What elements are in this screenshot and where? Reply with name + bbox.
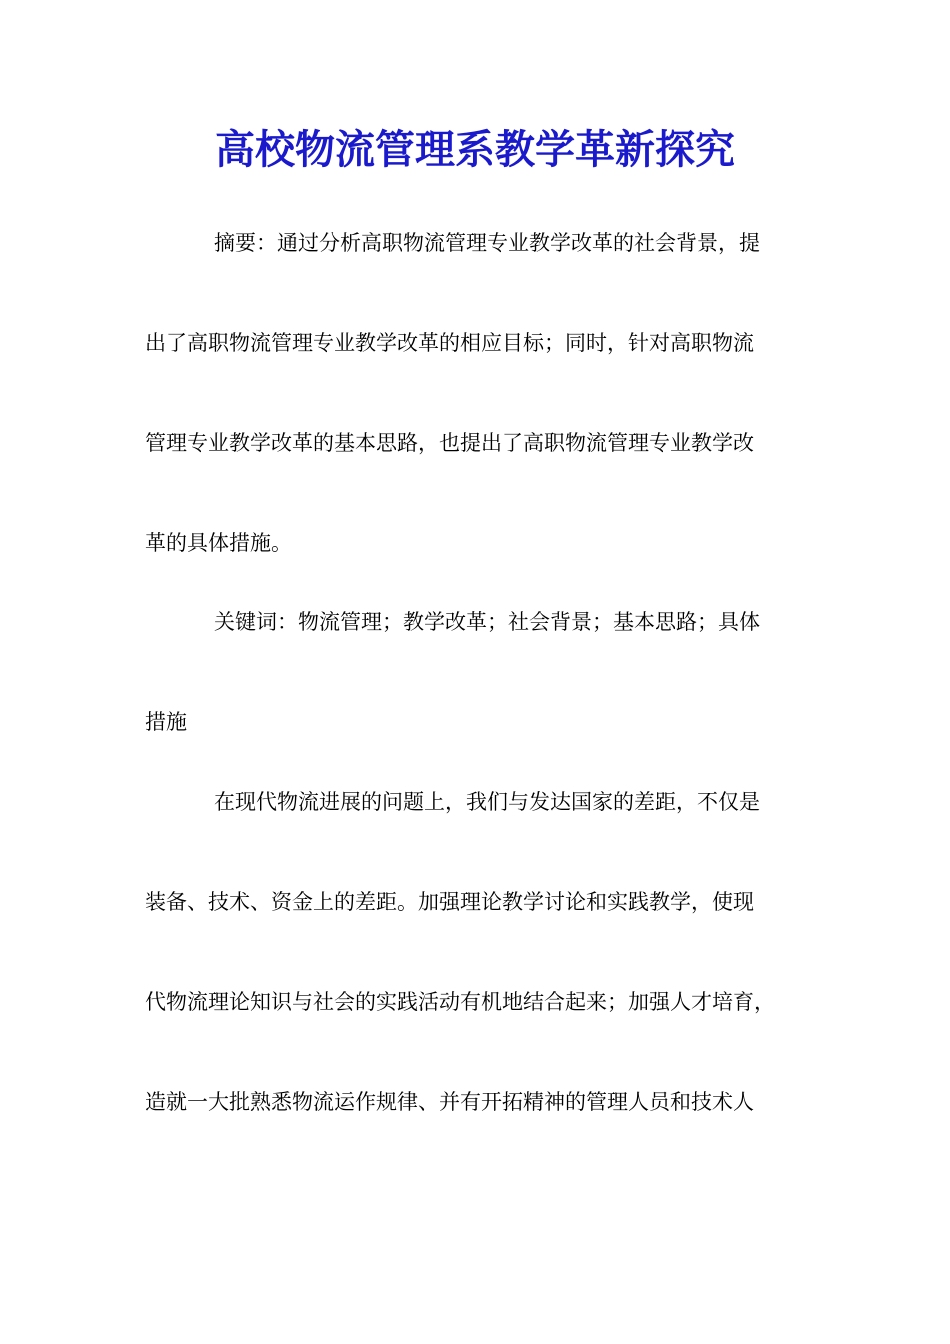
body-line-3: 代物流理论知识与社会的实践活动有机地结合起来；加强人才培育， — [145, 990, 775, 1014]
abstract-line-1: 摘要：通过分析高职物流管理专业教学改革的社会背景，提 — [214, 231, 760, 255]
body-line-1: 在现代物流进展的问题上，我们与发达国家的差距，不仅是 — [214, 790, 760, 814]
abstract-line-2: 出了高职物流管理专业教学改革的相应目标；同时，针对高职物流 — [145, 331, 754, 355]
body-line-4: 造就一大批熟悉物流运作规律、并有开拓精神的管理人员和技术人 — [145, 1090, 754, 1114]
keywords-line-2: 措施 — [145, 710, 187, 734]
abstract-line-3: 管理专业教学改革的基本思路，也提出了高职物流管理专业教学改 — [145, 431, 754, 455]
body-line-2: 装备、技术、资金上的差距。加强理论教学讨论和实践教学，使现 — [145, 890, 754, 914]
keywords-line-1: 关键词：物流管理；教学改革；社会背景；基本思路；具体 — [214, 610, 760, 634]
document-title: 高校物流管理系教学革新探究 — [215, 126, 735, 173]
abstract-line-4: 革的具体措施。 — [145, 531, 292, 555]
